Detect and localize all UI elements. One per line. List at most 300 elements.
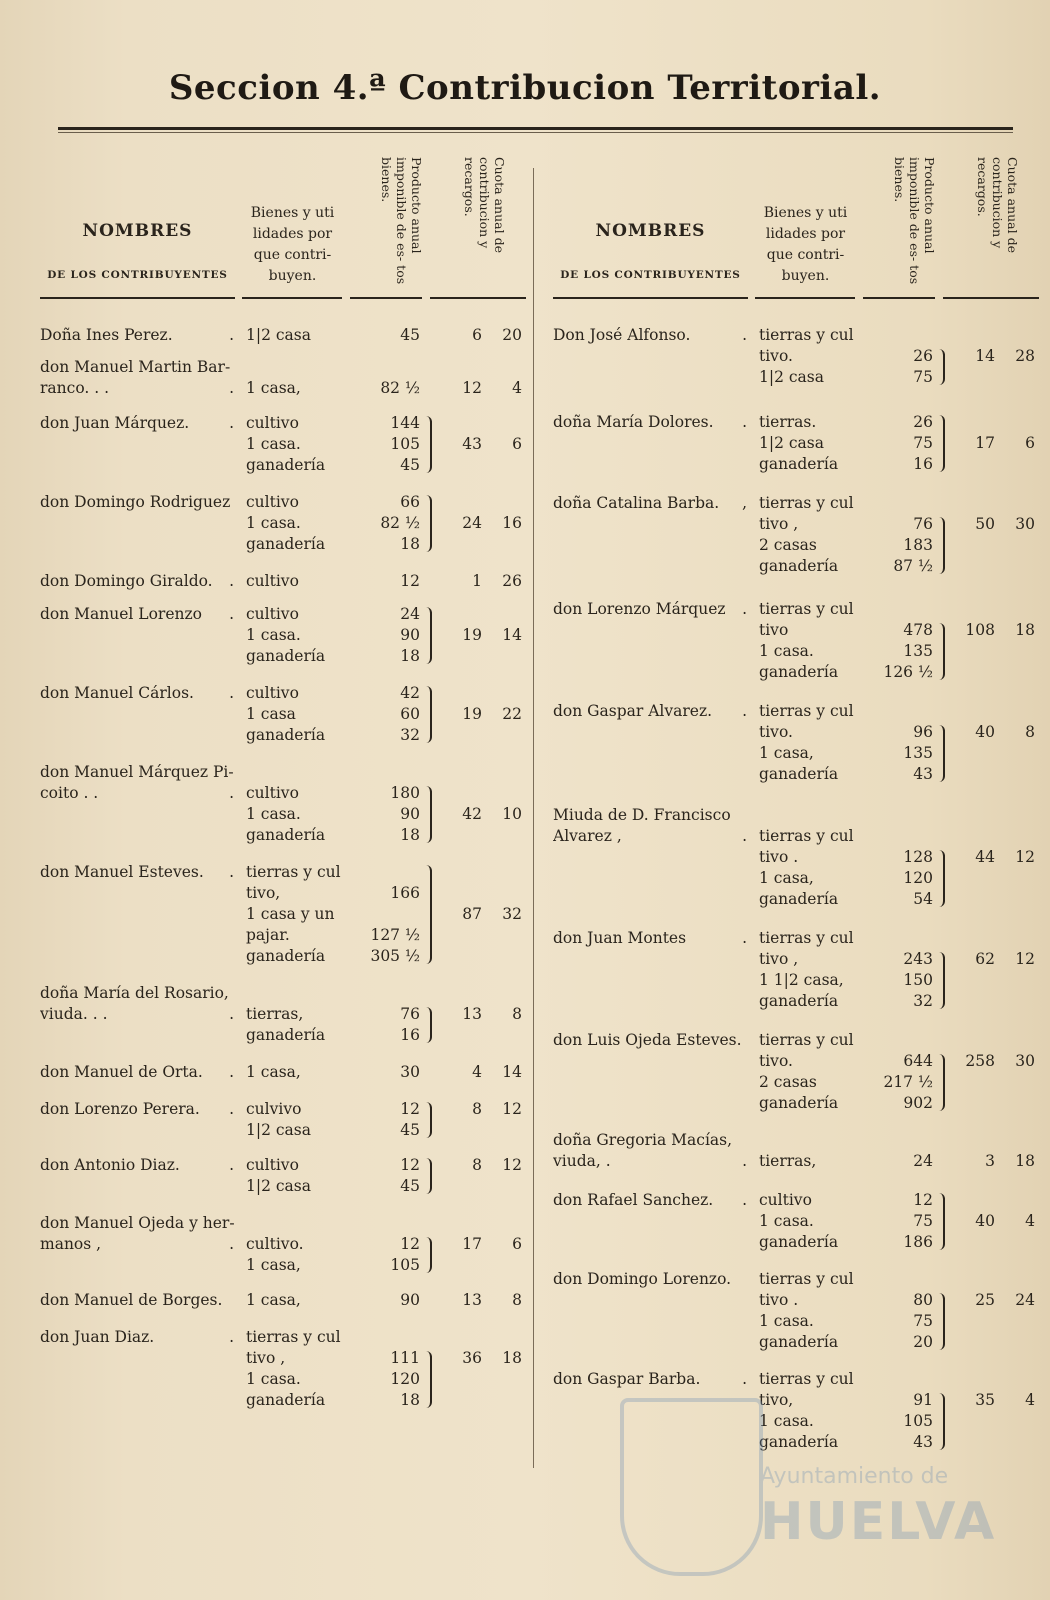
header-producto: Producto anual imponible de es- tos bienes. [379,157,424,285]
property-type: tivo, [759,1391,794,1409]
annual-product-value: 30 [400,1063,420,1081]
annual-product-value: 217 ½ [883,1073,933,1091]
property-type: 1 casa, [246,1063,301,1081]
entry-line [553,1093,1043,1114]
property-type: tierras y cul [759,326,854,344]
annual-product-value: 80 [913,1291,933,1309]
leader-dot: . [742,1191,747,1209]
entry-line [40,1025,530,1046]
quota-fraction: 8 [1025,723,1035,741]
property-type: tivo. [759,347,793,365]
quota-main: 13 [462,1005,482,1023]
taxpayer-name: don Domingo Rodriguez [40,493,231,511]
annual-product-value: 43 [913,765,933,783]
entry-line [553,454,1043,475]
entry-line [553,970,1043,991]
header-cuota: Cuota anual de contribucion y recargos. [975,157,1020,253]
property-type: ganadería [759,455,839,473]
taxpayer-name: don Manuel de Orta. . [40,1063,234,1081]
leader-dot: . [229,379,234,397]
annual-product-value: 76 [913,515,933,533]
quota-main: 25 [975,1291,995,1309]
annual-product-value: 24 [913,1152,933,1170]
taxpayer-entry [40,762,530,846]
header-nombres: NOMBRES [595,221,706,241]
leader-dot: . [742,326,747,344]
taxpayer-name: don Manuel Lorenzo . [40,605,234,623]
property-type: tierras, [759,1152,817,1170]
brace-icon [937,1193,945,1250]
entry-line [553,433,1043,454]
annual-product-value: 644 [903,1052,933,1070]
right-table-header [553,155,1043,305]
entry-line [40,783,530,804]
annual-product-value: 75 [913,368,933,386]
header-underline [242,297,342,299]
property-type: cultivo [246,414,299,432]
leader-dot: . [229,863,234,881]
annual-product-value: 45 [400,326,420,344]
quota-fraction: 6 [512,435,522,453]
property-type: 1|2 casa [759,368,824,386]
header-nombres: NOMBRES [82,221,193,241]
annual-product-value: 166 [390,884,420,902]
taxpayer-entry [553,493,1043,577]
annual-product-value: 243 [903,950,933,968]
taxpayer-name: coito . . . [40,784,234,802]
quota-main: 258 [965,1052,995,1070]
taxpayer-name: doña María Dolores. . [553,413,747,431]
annual-product-value: 24 [400,605,420,623]
entry-line [40,646,530,667]
entry-line [553,1211,1043,1232]
brace-icon [937,517,945,574]
property-type: tierras y cul [759,600,854,618]
property-type: 1|2 casa [246,1177,311,1195]
entry-line [553,764,1043,785]
entry-line [40,883,530,904]
taxpayer-entry [40,604,530,667]
entry-line [553,1151,1043,1172]
quota-main: 14 [975,347,995,365]
header-underline [40,297,235,299]
property-type: ganadería [759,663,839,681]
taxpayer-entry [553,412,1043,475]
property-type: tierras y cul [759,827,854,845]
leader-dot: . [742,600,747,618]
property-type: cultivo [759,1191,812,1209]
entry-line [553,805,1043,826]
property-type: cultivo [246,1156,299,1174]
property-type: 1 casa, [246,1291,301,1309]
annual-product-value: 105 [390,435,420,453]
property-type: ganadería [759,1433,839,1451]
property-type: tierras y cul [759,702,854,720]
entry-line [40,513,530,534]
quota-fraction: 8 [512,1291,522,1309]
annual-product-value: 87 ½ [893,557,933,575]
leader-dot: . [229,572,234,590]
header-bienes: Bienes y uti lidades por que contri- buyen. [763,205,848,284]
property-type: 1 casa, [759,744,814,762]
property-type: tierras, [246,1005,304,1023]
entry-line [40,1062,530,1083]
annual-product-value: 150 [903,971,933,989]
entry-line [40,1234,530,1255]
annual-product-value: 82 ½ [380,379,420,397]
leader-dot: . [229,1005,234,1023]
leader-dot: , [742,494,747,512]
property-type: tivo , [759,950,799,968]
annual-product-value: 45 [400,1177,420,1195]
entry-line [40,762,530,783]
leader-dot: . [742,827,747,845]
entry-line [553,1290,1043,1311]
quota-main: 43 [462,435,482,453]
taxpayer-name: don Manuel Cárlos. . [40,684,234,702]
property-type: culvivo [246,1100,302,1118]
property-type: ganadería [246,535,326,553]
annual-product-value: 12 [400,1156,420,1174]
property-type: tierras y cul [759,494,854,512]
quota-fraction: 4 [1025,1391,1035,1409]
header-underline [553,297,748,299]
property-type: ganadería [759,557,839,575]
leader-dot: . [742,1152,747,1170]
annual-product-value: 111 [390,1349,420,1367]
quota-fraction: 18 [1015,1152,1035,1170]
taxpayer-name: manos , . [40,1235,234,1253]
header-cuota: Cuota anual de contribucion y recargos. [462,157,507,253]
annual-product-value: 128 [903,848,933,866]
entry-line [40,904,530,925]
brace-icon [424,1351,432,1408]
property-type: 1 casa. [246,626,301,644]
quota-fraction: 18 [1015,621,1035,639]
entry-line [553,949,1043,970]
brace-icon [424,686,432,743]
taxpayer-entry [40,413,530,476]
property-type: 2 casas [759,536,817,554]
taxpayer-name: doña María del Rosario, [40,984,229,1002]
entry-line [553,641,1043,662]
quota-fraction: 12 [502,1156,522,1174]
entry-line [553,620,1043,641]
leader-dot: . [229,1156,234,1174]
entry-line [40,1390,530,1411]
annual-product-value: 45 [400,456,420,474]
taxpayer-entry [553,599,1043,683]
entry-line [40,862,530,883]
watermark-text-line1: Ayuntamiento de [760,1464,949,1489]
quota-fraction: 16 [502,514,522,532]
coat-of-arms-icon [620,1398,763,1576]
annual-product-value: 12 [400,1100,420,1118]
entry-line [40,983,530,1004]
right-table [553,155,1043,1475]
quota-main: 13 [462,1291,482,1309]
entry-line [553,412,1043,433]
taxpayer-name: don Domingo Lorenzo. [553,1270,732,1288]
annual-product-value: 186 [903,1233,933,1251]
header-underline [943,297,1039,299]
brace-icon [424,607,432,664]
annual-product-value: 16 [400,1026,420,1044]
quota-fraction: 20 [502,326,522,344]
brace-icon [937,952,945,1009]
entry-line [553,1369,1043,1390]
quota-fraction: 18 [502,1349,522,1367]
leader-dot: . [229,1063,234,1081]
quota-fraction: 24 [1015,1291,1035,1309]
quota-fraction: 12 [1015,848,1035,866]
entry-line [553,928,1043,949]
property-type: 1 casa. [759,1412,814,1430]
taxpayer-entry [553,928,1043,1012]
property-type: 1 casa, [759,869,814,887]
taxpayer-entry [553,1130,1043,1172]
quota-main: 42 [462,805,482,823]
header-contribuyentes: DE LOS CONTRIBUYENTES [560,269,741,281]
taxpayer-name: don Antonio Diaz. . [40,1156,234,1174]
annual-product-value: 75 [913,1212,933,1230]
entry-line [553,868,1043,889]
property-type: ganadería [759,890,839,908]
quota-main: 17 [975,434,995,452]
taxpayer-entry [40,571,530,592]
entry-line [553,1311,1043,1332]
entry-line [40,1255,530,1276]
property-type: cultivo. [246,1235,304,1253]
entry-line [40,492,530,513]
annual-product-value: 12 [400,1235,420,1253]
annual-product-value: 16 [913,455,933,473]
taxpayer-name: don Domingo Giraldo. . [40,572,234,590]
property-type: ganadería [246,726,326,744]
entry-line [40,704,530,725]
property-type: ganadería [246,947,326,965]
property-type: 2 casas [759,1073,817,1091]
property-type: tierras y cul [759,1270,854,1288]
taxpayer-name: Miuda de D. Francisco [553,806,731,824]
annual-product-value: 76 [400,1005,420,1023]
taxpayer-name: Don José Alfonso. . [553,326,747,344]
property-type: ganadería [759,1333,839,1351]
property-type: 1 casa, [246,1256,301,1274]
header-underline [863,297,935,299]
property-type: tivo . [759,1291,799,1309]
entry-line [40,413,530,434]
annual-product-value: 12 [913,1191,933,1209]
property-type: 1 casa y un [246,905,335,923]
taxpayer-name: don Manuel de Borges. [40,1291,223,1309]
brace-icon [424,1158,432,1194]
entry-line [40,434,530,455]
entry-line [553,847,1043,868]
quota-main: 4 [472,1063,482,1081]
annual-product-value: 105 [390,1256,420,1274]
brace-icon [424,416,432,473]
entry-line [40,571,530,592]
property-type: 1|2 casa [759,434,824,452]
annual-product-value: 60 [400,705,420,723]
property-type: tivo , [759,515,799,533]
entry-line [553,1030,1043,1051]
taxpayer-entry [553,805,1043,910]
leader-dot: . [742,929,747,947]
leader-dot: . [742,1370,747,1388]
entry-line [40,534,530,555]
quota-fraction: 30 [1015,1052,1035,1070]
leader-dot: . [742,413,747,431]
annual-product-value: 902 [903,1094,933,1112]
entry-line [40,683,530,704]
annual-product-value: 18 [400,535,420,553]
quota-main: 87 [462,905,482,923]
brace-icon [937,415,945,472]
taxpayer-entry [40,325,530,346]
header-bienes: Bienes y uti lidades por que contri- buyen. [250,205,335,284]
taxpayer-entry [553,1269,1043,1353]
entry-line [553,556,1043,577]
brace-icon [937,623,945,680]
property-type: cultivo [246,605,299,623]
quota-main: 6 [472,326,482,344]
title-rule [58,127,1013,130]
brace-icon [937,349,945,385]
property-type: ganadería [759,1094,839,1112]
entry-line [40,925,530,946]
annual-product-value: 120 [390,1370,420,1388]
quota-fraction: 8 [512,1005,522,1023]
entry-line [553,1269,1043,1290]
header-underline [430,297,526,299]
property-type: 1 casa. [759,1212,814,1230]
taxpayer-name: doña Catalina Barba. , [553,494,747,512]
quota-fraction: 6 [1025,434,1035,452]
property-type: 1 casa [246,705,296,723]
annual-product-value: 26 [913,347,933,365]
taxpayer-name: Alvarez , . [553,827,747,845]
property-type: ganadería [246,1391,326,1409]
quota-fraction: 6 [512,1235,522,1253]
quota-main: 62 [975,950,995,968]
annual-product-value: 144 [390,414,420,432]
brace-icon [937,1054,945,1111]
left-table-rows [40,325,530,1411]
quota-fraction: 22 [502,705,522,723]
quota-main: 8 [472,1100,482,1118]
brace-icon [424,1007,432,1043]
taxpayer-entry [40,983,530,1046]
quota-fraction: 12 [502,1100,522,1118]
annual-product-value: 96 [913,723,933,741]
property-type: 1|2 casa [246,326,311,344]
quota-fraction: 14 [502,1063,522,1081]
property-type: cultivo [246,572,299,590]
annual-product-value: 18 [400,1391,420,1409]
leader-dot: . [229,1328,234,1346]
entry-line [553,1190,1043,1211]
entry-line [40,1327,530,1348]
left-table [40,155,530,1475]
taxpayer-name: don Gaspar Alvarez. . [553,702,747,720]
entry-line [553,662,1043,683]
leader-dot: . [229,684,234,702]
leader-dot: . [229,1235,234,1253]
entry-line [40,1290,530,1311]
quota-main: 108 [965,621,995,639]
annual-product-value: 135 [903,642,933,660]
entry-line [40,946,530,967]
quota-main: 19 [462,626,482,644]
entry-line [553,722,1043,743]
leader-dot: . [229,784,234,802]
taxpayer-name: don Manuel Esteves. . [40,863,234,881]
taxpayer-entry [553,1190,1043,1253]
annual-product-value: 126 ½ [883,663,933,681]
quota-fraction: 4 [1025,1212,1035,1230]
entry-line [553,535,1043,556]
entry-line [40,1004,530,1025]
taxpayer-entry [40,862,530,967]
entry-line [40,357,530,378]
entry-line [553,826,1043,847]
property-type: 1 casa. [759,1312,814,1330]
entry-line [553,1332,1043,1353]
property-type: tierras y cul [246,863,341,881]
entry-line [553,1232,1043,1253]
property-type: tivo. [759,1052,793,1070]
taxpayer-entry [553,1030,1043,1114]
property-type: 1 casa, [246,379,301,397]
entry-line [553,599,1043,620]
annual-product-value: 32 [400,726,420,744]
property-type: ganadería [246,826,326,844]
annual-product-value: 32 [913,992,933,1010]
property-type: 1 casa. [759,642,814,660]
property-type: 1|2 casa [246,1121,311,1139]
right-table-rows [553,325,1043,1453]
quota-main: 8 [472,1156,482,1174]
property-type: tivo. [759,723,793,741]
quota-main: 17 [462,1235,482,1253]
title-rule-thin [58,132,1013,133]
annual-product-value: 82 ½ [380,514,420,532]
header-contribuyentes: DE LOS CONTRIBUYENTES [47,269,228,281]
property-type: ganadería [759,765,839,783]
left-table-header [40,155,530,305]
annual-product-value: 305 ½ [370,947,420,965]
taxpayer-entry [40,1099,530,1141]
property-type: tierras. [759,413,817,431]
annual-product-value: 183 [903,536,933,554]
property-type: 1 casa. [246,435,301,453]
annual-product-value: 105 [903,1412,933,1430]
quota-main: 24 [462,514,482,532]
quota-main: 1 [472,572,482,590]
annual-product-value: 180 [390,784,420,802]
entry-line [553,1072,1043,1093]
property-type: ganadería [246,647,326,665]
entry-line [40,1213,530,1234]
annual-product-value: 18 [400,826,420,844]
entry-line [40,1176,530,1197]
leader-dot: . [229,326,234,344]
property-type: tivo [759,621,789,639]
entry-line [553,514,1043,535]
page-title: Seccion 4.ª Contribucion Territorial. [168,68,882,108]
